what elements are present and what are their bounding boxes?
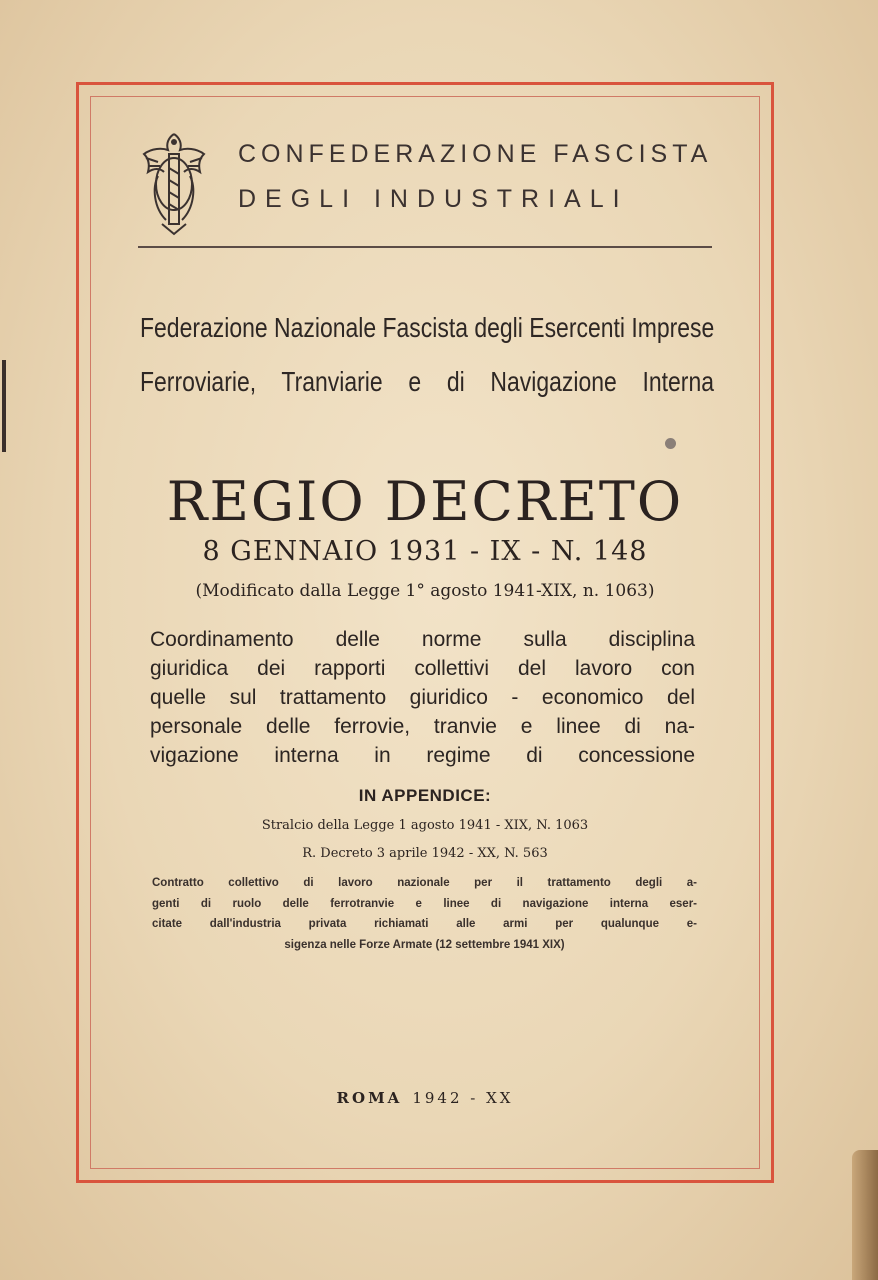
footer-city: ROMA bbox=[336, 1089, 403, 1107]
contract-line: Contratto collettivo di lavoro nazionale per il trattamento degli a- bbox=[152, 877, 697, 889]
eagle-fasces-emblem-icon bbox=[138, 128, 210, 240]
federation-line2: Ferroviarie, Tranviarie e di Navigazione Interna bbox=[140, 366, 714, 397]
appendix-heading: IN APPENDICE: bbox=[358, 786, 492, 805]
confederation-title-line2: DEGLI INDUSTRIALI bbox=[238, 185, 629, 213]
footer-year: 1942 - XX bbox=[412, 1089, 514, 1107]
binding-stitch bbox=[2, 360, 6, 452]
header-divider bbox=[138, 246, 712, 248]
decree-modification-note: (Modificato dalla Legge 1° agosto 1941-XIX, n. 1063) bbox=[195, 581, 655, 601]
paper-damage bbox=[852, 1150, 878, 1280]
confederation-title-line1: CONFEDERAZIONE FASCISTA bbox=[238, 140, 713, 168]
description-line: giuridica dei rapporti collettivi del lavoro con bbox=[150, 657, 695, 680]
contract-line: sigenza nelle Forze Armate (12 settembre 1941 XIX) bbox=[284, 938, 565, 951]
contract-line: citate dall'industria privata richiamati alle armi per qualunque e- bbox=[152, 918, 697, 930]
publication-footer bbox=[150, 1089, 700, 1107]
appendix-contract bbox=[152, 873, 697, 955]
contract-line: genti di ruolo delle ferrotranvie e linee di navigazione interna eser- bbox=[152, 897, 697, 910]
description-line: vigazione interna in regime di concessione bbox=[150, 744, 695, 767]
decree-title: REGIO DECRETO bbox=[166, 470, 684, 533]
appendix-item-decree: R. Decreto 3 aprile 1942 - XX, N. 563 bbox=[302, 846, 548, 861]
description-line: personale delle ferrovie, tranvie e linee di na- bbox=[150, 715, 695, 738]
decree-date: 8 GENNAIO 1931 - IX - N. 148 bbox=[202, 536, 648, 567]
ink-spot bbox=[665, 438, 676, 449]
decree-description bbox=[150, 625, 695, 770]
federation-line1: Federazione Nazionale Fascista degli Esercenti Imprese bbox=[140, 312, 715, 343]
description-line: Coordinamento delle norme sulla disciplina bbox=[150, 628, 695, 651]
appendix-item-law: Stralcio della Legge 1 agosto 1941 - XIX, N. 1063 bbox=[261, 818, 589, 833]
description-line: quelle sul trattamento giuridico - economico del bbox=[150, 686, 695, 709]
